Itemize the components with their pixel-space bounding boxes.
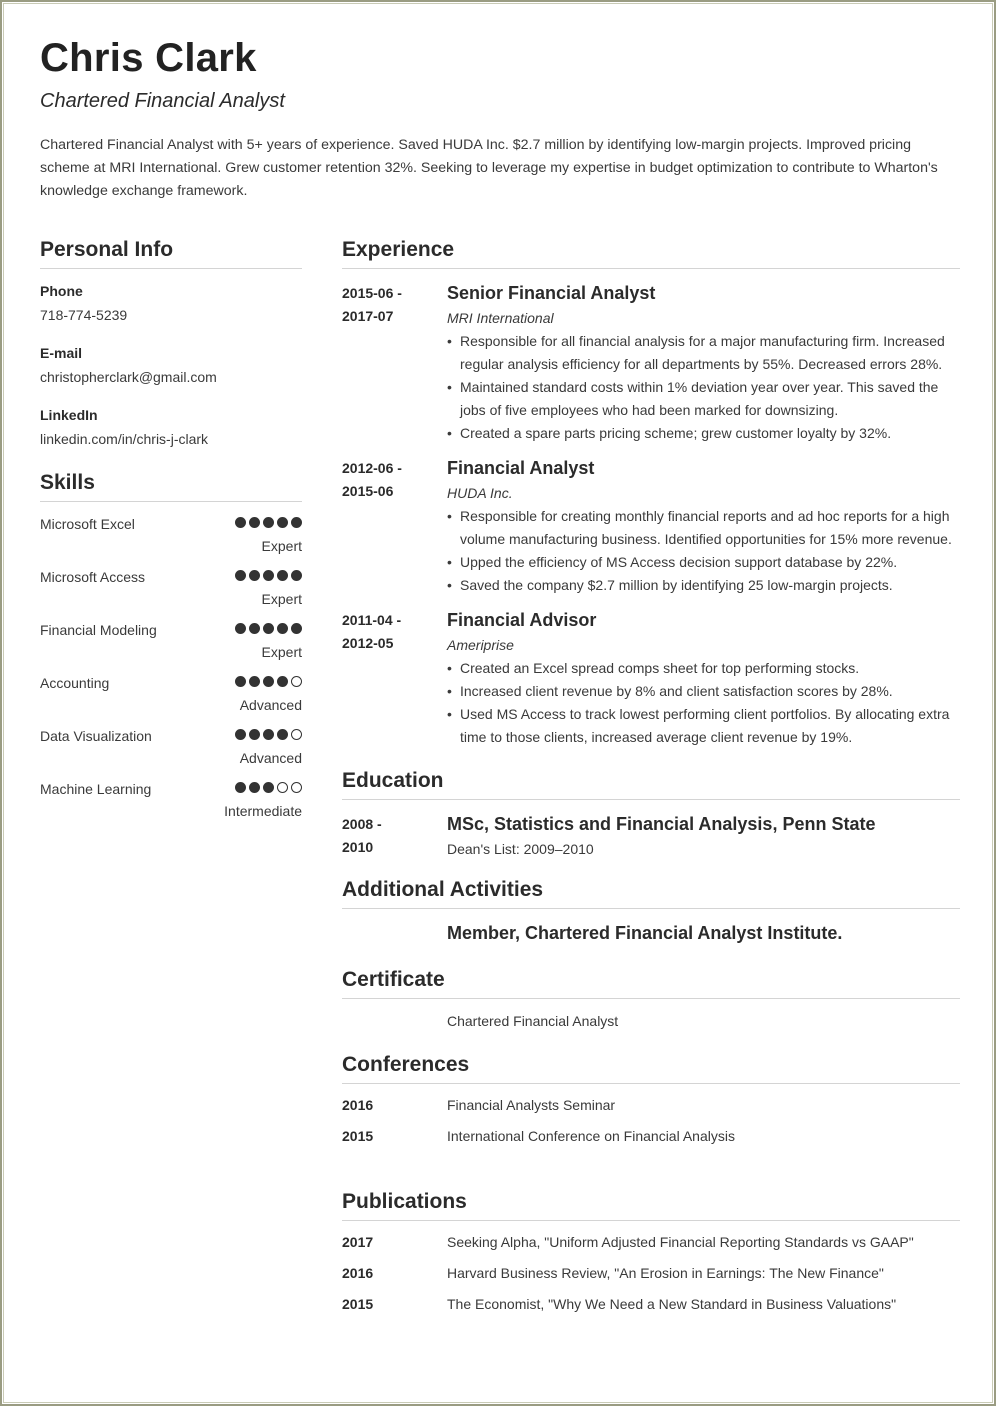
conference-row: [342, 1119, 960, 1150]
job-body: [447, 608, 960, 749]
job-title: Financial Analyst: [447, 458, 595, 478]
education-date-start: 2008 -: [342, 816, 382, 832]
job-title: Financial Advisor: [447, 610, 597, 630]
rating-dot-filled: [291, 570, 302, 581]
education-degree: MSc, Statistics and Financial Analysis, Penn State: [447, 814, 876, 834]
job-date-start: 2015-06 -: [342, 285, 402, 301]
rating-dot-filled: [263, 782, 274, 793]
rating-dot-filled: [277, 676, 288, 687]
job-date-start: 2011-04 -: [342, 612, 402, 628]
rating-dot-filled: [235, 729, 246, 740]
activities-heading: Additional Activities: [342, 878, 960, 909]
conferences-heading: Conferences: [342, 1053, 960, 1084]
rating-dot-filled: [249, 729, 260, 740]
skill-item: [40, 555, 302, 608]
job-date-end: 2015-06: [342, 483, 394, 499]
job-bullet: • Maintained standard costs within 1% deviation year over year. This saved the jobs of five employees who had been marked for downsizing.: [460, 376, 960, 422]
skill-level: Expert: [261, 591, 302, 607]
email-label: E-mail: [40, 345, 83, 361]
rating-dot-empty: [291, 729, 302, 740]
job-bullet: • Responsible for creating monthly financial reports and ad hoc reports for a high volume manufacturing business. Identified opportunities for 15% more revenue.: [460, 505, 960, 551]
publication-row: [342, 1225, 960, 1256]
rating-dot-filled: [277, 517, 288, 528]
rating-dot-empty: [291, 676, 302, 687]
experience-heading: Experience: [342, 238, 960, 269]
skills-heading: Skills: [40, 471, 302, 502]
skill-item: [40, 608, 302, 661]
skill-name: Microsoft Access: [40, 569, 146, 585]
phone-label: Phone: [40, 283, 83, 299]
skill-name: Accounting: [40, 675, 110, 691]
conference-year: 2016: [342, 1097, 374, 1113]
rating-dot-filled: [249, 517, 260, 528]
rating-dot-filled: [249, 782, 260, 793]
skill-level: Intermediate: [224, 803, 302, 819]
rating-dot-filled: [249, 570, 260, 581]
job-date-start: 2012-06 -: [342, 460, 402, 476]
linkedin-label: LinkedIn: [40, 407, 98, 423]
skill-level: Advanced: [239, 697, 302, 713]
certificate-item: Chartered Financial Analyst: [447, 1013, 619, 1029]
publication-row: [342, 1287, 960, 1318]
skill-item: [40, 714, 302, 767]
conference-year: 2015: [342, 1128, 374, 1144]
rating-dot-filled: [249, 623, 260, 634]
rating-dot-filled: [235, 782, 246, 793]
rating-dot-filled: [291, 623, 302, 634]
job-body: [447, 456, 960, 597]
job-bullets: [447, 505, 960, 597]
job-date-end: 2017-07: [342, 308, 394, 324]
publication-year: 2016: [342, 1265, 374, 1281]
skill-rating: [235, 676, 302, 687]
phone-value: 718-774-5239: [40, 307, 128, 323]
job-bullets: [447, 330, 960, 445]
right-column: [342, 238, 960, 1318]
job-bullet: • Saved the company $2.7 million by identifying 25 low-margin projects.: [460, 574, 960, 597]
skill-rating: [235, 570, 302, 581]
skill-rating: [235, 729, 302, 740]
skill-item: [40, 767, 302, 820]
rating-dot-filled: [263, 623, 274, 634]
rating-dot-filled: [235, 517, 246, 528]
job-bullet: • Created a spare parts pricing scheme; grew customer loyalty by 32%.: [460, 422, 960, 445]
rating-dot-empty: [277, 782, 288, 793]
candidate-name: Chris Clark: [40, 36, 257, 80]
skill-level: Expert: [261, 644, 302, 660]
publication-year: 2015: [342, 1296, 374, 1312]
education-date-end: 2010: [342, 839, 374, 855]
skill-name: Microsoft Excel: [40, 516, 135, 532]
certificate-heading: Certificate: [342, 968, 960, 999]
candidate-title: Chartered Financial Analyst: [40, 90, 285, 112]
skill-rating: [235, 517, 302, 528]
rating-dot-filled: [277, 570, 288, 581]
rating-dot-filled: [235, 676, 246, 687]
left-column: [40, 238, 302, 820]
linkedin-value[interactable]: linkedin.com/in/chris-j-clark: [40, 431, 209, 447]
skill-name: Data Visualization: [40, 728, 152, 744]
rating-dot-empty: [291, 782, 302, 793]
profile-summary: Chartered Financial Analyst with 5+ years of experience. Saved HUDA Inc. $2.7 million by identifying low-margin projects. Improved pricing scheme at MRI International. Grew customer retention 32%. Seeking to leverage my expertise in budget optimization to contribute to Wharton's knowledge exchange framework.: [40, 137, 938, 199]
publication-title: Seeking Alpha, "Uniform Adjusted Financial Reporting Standards vs GAAP": [447, 1234, 914, 1250]
skill-rating: [235, 623, 302, 634]
experience-entry: [342, 608, 960, 749]
rating-dot-filled: [277, 623, 288, 634]
publications-heading: Publications: [342, 1190, 960, 1221]
publication-year: 2017: [342, 1234, 374, 1250]
job-bullet: • Increased client revenue by 8% and client satisfaction scores by 28%.: [460, 680, 960, 703]
skill-item: [40, 661, 302, 714]
job-company: Ameriprise: [447, 637, 514, 653]
job-bullets: [447, 657, 960, 749]
job-company: HUDA Inc.: [447, 485, 513, 501]
education-entry: [342, 812, 960, 858]
publications-list: [342, 1225, 960, 1318]
rating-dot-filled: [235, 570, 246, 581]
rating-dot-filled: [249, 676, 260, 687]
education-dates: [342, 813, 432, 859]
job-bullet: • Responsible for all financial analysis for a major manufacturing firm. Increased regular analysis efficiency for all departments by 55%. Decreased errors 28%.: [460, 330, 960, 376]
publication-row: [342, 1256, 960, 1287]
conference-name: Financial Analysts Seminar: [447, 1097, 616, 1113]
education-heading: Education: [342, 769, 960, 800]
skill-level: Advanced: [239, 750, 302, 766]
experience-entry: [342, 456, 960, 597]
personal-info-heading: Personal Info: [40, 238, 302, 269]
rating-dot-filled: [277, 729, 288, 740]
job-date-end: 2012-05: [342, 635, 394, 651]
skill-rating: [235, 782, 302, 793]
rating-dot-filled: [263, 570, 274, 581]
job-company: MRI International: [447, 310, 554, 326]
job-dates: [342, 609, 432, 655]
experience-entry: [342, 281, 960, 445]
skill-name: Machine Learning: [40, 781, 152, 797]
job-bullet: • Upped the efficiency of MS Access decision support database by 22%.: [460, 551, 960, 574]
conference-row: [342, 1088, 960, 1119]
rating-dot-filled: [235, 623, 246, 634]
job-body: [447, 281, 960, 445]
rating-dot-filled: [291, 517, 302, 528]
skill-item: [40, 502, 302, 555]
skill-name: Financial Modeling: [40, 622, 157, 638]
education-note: Dean's List: 2009–2010: [447, 841, 594, 857]
activity-item: Member, Chartered Financial Analyst Institute.: [447, 923, 843, 943]
job-dates: [342, 457, 432, 503]
publication-title: Harvard Business Review, "An Erosion in Earnings: The New Finance": [447, 1265, 884, 1281]
skills-list: [40, 502, 302, 820]
job-bullet: • Used MS Access to track lowest performing client portfolios. By allocating extra time to those clients, increased average client revenue by 19%.: [460, 703, 960, 749]
job-title: Senior Financial Analyst: [447, 283, 656, 303]
conference-name: International Conference on Financial Analysis: [447, 1128, 735, 1144]
rating-dot-filled: [263, 676, 274, 687]
skill-level: Expert: [261, 538, 302, 554]
rating-dot-filled: [263, 729, 274, 740]
rating-dot-filled: [263, 517, 274, 528]
publication-title: The Economist, "Why We Need a New Standard in Business Valuations": [447, 1296, 897, 1312]
job-bullet: • Created an Excel spread comps sheet for top performing stocks.: [460, 657, 960, 680]
email-value[interactable]: christopherclark@gmail.com: [40, 369, 217, 385]
conferences-list: [342, 1088, 960, 1150]
education-body: [447, 812, 960, 861]
job-dates: [342, 282, 432, 328]
activities-body: [447, 921, 960, 945]
